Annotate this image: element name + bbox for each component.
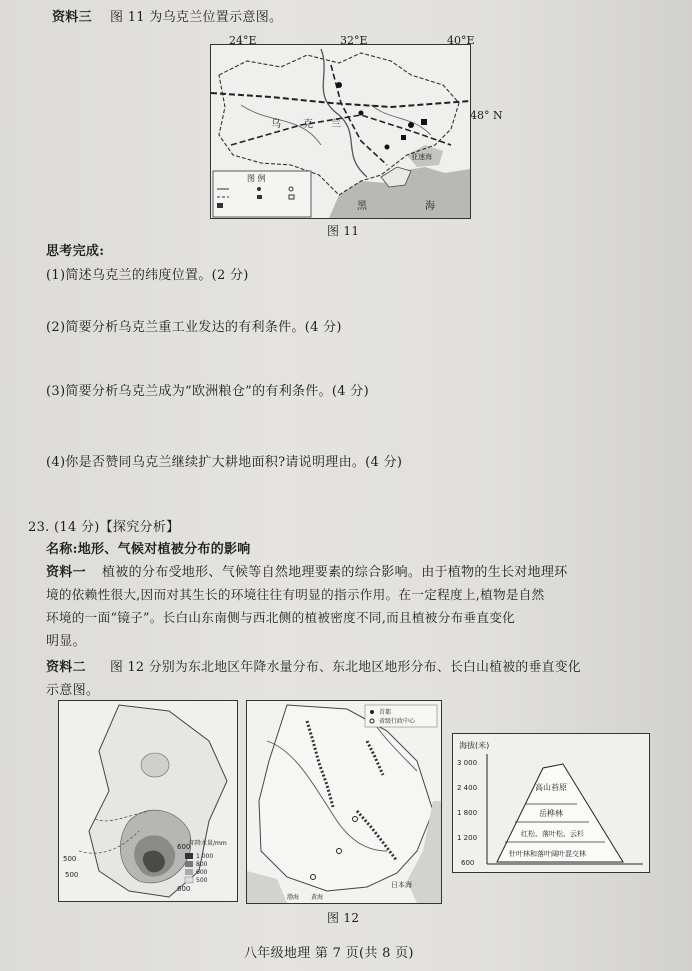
q23-number: 23. (14 分)【探究分析】 bbox=[28, 520, 180, 535]
bohai-label: 渤海 bbox=[287, 894, 300, 901]
q23-name: 名称:地形、气候对植被分布的影响 bbox=[46, 542, 251, 557]
sea-char-2: 海 bbox=[425, 201, 435, 212]
material3-label: 资料三 bbox=[52, 10, 92, 25]
country-char-3: 兰 bbox=[331, 119, 341, 130]
rainfall-map bbox=[58, 700, 238, 902]
veg-tick-1800: 1 800 bbox=[457, 809, 478, 817]
yellow-sea-label: 黄海 bbox=[311, 894, 324, 901]
q23-m1-label: 资料一 bbox=[46, 565, 86, 580]
veg-tick-1200: 1 200 bbox=[457, 834, 478, 842]
rain-legend-600: 600 bbox=[196, 869, 208, 876]
veg-zone-alpine-tundra: 高山苔原 bbox=[535, 783, 567, 792]
ukraine-map bbox=[210, 44, 471, 219]
veg-ticks bbox=[457, 759, 477, 867]
q23-m1-line-1: 植被的分布受地形、气候等自然地理要素的综合影响。由于植物的生长对地理环 bbox=[102, 565, 568, 580]
lon-label-24: 24°E bbox=[229, 34, 257, 47]
lon-label-40: 40°E bbox=[447, 34, 475, 47]
figure12-caption: 图 12 bbox=[327, 911, 360, 925]
country-char-2: 克 bbox=[303, 119, 313, 130]
veg-tick-2400: 2 400 bbox=[457, 784, 478, 792]
terrain-legend-capital: 首都 bbox=[379, 709, 392, 716]
veg-zone-birch: 岳桦林 bbox=[539, 809, 563, 818]
q23-m1-line-3: 环境的一面“镜子”。长白山东南侧与西北侧的植被密度不同,而且植被分布垂直变化 bbox=[46, 610, 516, 625]
q23-m2-label: 资料二 bbox=[46, 660, 86, 675]
sea-char-1: 黑 bbox=[357, 201, 367, 212]
rain-contour-1: 500 bbox=[63, 855, 77, 863]
rain-legend-1000: 1 000 bbox=[196, 853, 214, 860]
lon-label-32: 32°E bbox=[340, 34, 368, 47]
q23-m2-line-1: 图 12 分别为东北地区年降水量分布、东北地区地形分布、长白山植被的垂直变化 bbox=[110, 660, 581, 675]
q23-m2-line-2: 示意图。 bbox=[46, 683, 100, 698]
japan-sea-label: 日本海 bbox=[391, 881, 412, 889]
country-char-1: 乌 bbox=[271, 119, 281, 130]
terrain-map bbox=[246, 700, 442, 904]
question-4: (4)你是否赞同乌克兰继续扩大耕地面积?请说明理由。(4 分) bbox=[46, 455, 403, 470]
q23-m1-line-4: 明显。 bbox=[46, 634, 86, 649]
question-3: (3)简要分析乌克兰成为“欧洲粮仓”的有利条件。(4 分) bbox=[46, 384, 369, 399]
terrain-legend-province: 省级行政中心 bbox=[379, 718, 416, 725]
veg-tick-600: 600 bbox=[461, 859, 475, 867]
page-footer: 八年级地理 第 7 页(共 8 页) bbox=[244, 946, 414, 961]
rain-contour-3: 600 bbox=[177, 885, 191, 893]
question-1: (1)简述乌克兰的纬度位置。(2 分) bbox=[46, 268, 249, 283]
rain-legend-800: 800 bbox=[196, 861, 208, 868]
figure11-caption: 图 11 bbox=[327, 224, 360, 238]
material3-text: 图 11 为乌克兰位置示意图。 bbox=[110, 10, 283, 25]
q23-m1-line-2: 境的依赖性很大,因而对其生长的环境往往有明显的指示作用。在一定程度上,植物是自然 bbox=[46, 587, 545, 602]
veg-tick-3000: 3 000 bbox=[457, 759, 478, 767]
veg-ylabel: 海拔(米) bbox=[459, 741, 490, 750]
question-2: (2)简要分析乌克兰重工业发达的有利条件。(4 分) bbox=[46, 320, 342, 335]
azov-label: 亚速海 bbox=[411, 153, 432, 161]
rain-legend-title: 年降水量/mm bbox=[189, 840, 227, 847]
think-heading: 思考完成: bbox=[46, 244, 105, 259]
map11-legend-title: 图 例 bbox=[247, 174, 266, 183]
veg-zone-conifer: 红松、落叶松、云杉 bbox=[521, 830, 584, 838]
vegetation-zone-chart bbox=[452, 733, 650, 873]
rain-legend-500: 500 bbox=[196, 877, 208, 884]
veg-zone-mixed: 针叶林和落叶阔叶混交林 bbox=[509, 850, 586, 858]
rain-contour-4: 600 bbox=[177, 843, 191, 851]
rain-contour-2: 500 bbox=[65, 871, 79, 879]
lat-label-48: 48° N bbox=[470, 109, 503, 122]
